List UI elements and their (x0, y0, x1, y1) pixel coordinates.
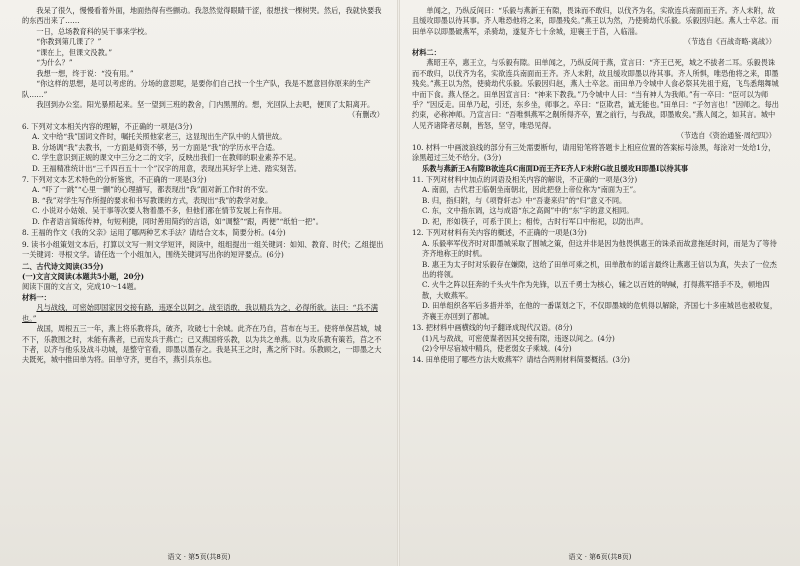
option-c: C. 学生意识到正规的课文中三分之二的文字，反映出我们一在教师的职业素养不足。 (32, 153, 301, 163)
story-paragraph: “你这样的思想，是可以考虑的。分场的意思呢，是要你们自己找一个生产队，我是不愿意回你原来的生产队……” (22, 79, 371, 99)
question-14: 14. 田单使用了哪些方法大败燕军？请结合两则材料简要概括。(3分) (412, 355, 630, 365)
story-paragraph: “为什么？” (36, 58, 73, 68)
option-c: C. 东，文中指东调，这与成语“东之高阁”中的“东”字的意义相同。 (422, 206, 634, 216)
question-10: 10. 材料一中画波浪线的部分有三处需要断句，请用铅笔将答题卡上相应位置的答案标号涂黑，每涂对一处给1分，涂黑超过三处不给分。(3分) (412, 142, 776, 163)
reading-instruction: 阅读下面的文言文，完成10～14题。 (22, 282, 141, 292)
material-paragraph: 凡与战线，可密始即国家因交接有路，违逐全以阿之。战至语敢，我以精兵为之，必得所欲。法曰：“兵不满也。” (22, 303, 378, 323)
option-d: D. 王福精准统计出“三千四百五十一个”汉字的用意，表现出其好学上进、踏实刻苦。 (32, 163, 301, 173)
material-label: 材料二： (412, 47, 441, 57)
question-8: 8. 王福的作文《我的父亲》运用了哪两种艺术手法？请结合文本，简要分析。(4分) (22, 228, 286, 238)
translation-item: (1)凡与敌战，可密使谍者因其交接有隙，违逐以间之。(4分) (422, 333, 615, 343)
question-12 (412, 228, 780, 322)
source-note: （有删改） (348, 110, 384, 120)
question-9: 9. 读书小组策划文本后，打算以文写一则文学短评，阅读中，组组提出一组关键词：如知、教育、时代；乙组提出一关键词：寻根文学。请任选一个小组加入，围绕关键词写出你的短评要点。(6分) (22, 239, 384, 260)
story-paragraph: 我呆了很久，慢慢看着外面，地面热得有些颤动。我忽然觉得眼睛干涩，很想找一棵树哭。然后，我就快要我的东西出来了…… (22, 6, 382, 26)
option-a: A. 文中给“我”国词文件时，嘱托关照他家老三，这显现出生产队中的人情世故。 (32, 132, 287, 142)
option-a: A. 南面，古代君王临朝坐南朝北，因此把登上帝位称为“南面为王”。 (422, 185, 641, 195)
page-footer: 语文 · 第5页(共8页) (167, 553, 231, 561)
question-stem: 6. 下列对文本相关内容的理解，不正确的一项是(3分) (22, 121, 193, 131)
material-paragraph: 单闻之，乃纵反间曰：“乐毅与燕新王有隙，畏诛而不敢归，以伐齐为名，实欲连兵南面而王齐。齐人未附，故且缓攻即墨以待其事。齐人唯恐他将之来，即墨残矣。”燕王以为然，乃使骑劫代乐毅。乐毅因归赵。燕人士卒忿。而田单卒以即墨破燕军，杀骑劫，遂复齐七十余城，迎襄王于莒，入临淄。 (412, 6, 779, 36)
story-paragraph: “你教到第几课了？” (36, 37, 102, 47)
page-fold (397, 0, 400, 566)
sentence-break-line: 乐教与燕新王A有隙B欲连兵C南面D而王齐E齐人F未附G故且缓攻H即墨I以待其事 (422, 163, 689, 173)
question-11 (412, 175, 780, 227)
option-a: A. 乐毅率军伐齐时对即墨城采取了围城之策，但这并非是因为他畏惧惠王的诛杀而故意拖延时间，而是为了等待齐齐地称王的时机。 (422, 238, 777, 259)
option-d: D. 祀，形如筷子，可系于顶上；相传，古时行军口中衔祀，以防出声。 (422, 216, 648, 226)
question-stem: 12. 下列对材料有关内容的概述，不正确的一项是(3分) (412, 228, 587, 238)
story-paragraph: “课在上，但课文没教。” (36, 47, 113, 57)
option-c: C. 小说对小姑娘、吴干事等次要人物着墨不多，但他们都在情节发展上有作用。 (32, 206, 287, 216)
material-paragraph: 战国，周根五三一年，燕上将乐教将兵，破齐，攻破七十余城。此齐在乃自，莒布在与王。使将单保莒城，城不下，乐教围之时，未能有燕者，已而发兵于燕亡；已又燕国将乐教，以为共之单燕。以为攻乐教有策若，莒之不下者，以齐与他乐及战斗功城，是整守官看，即墨以墨存之。我是其王之时，燕之所下时。乐教顾之，一即墨之大夫既死，城中推田单为将。田单守齐，更自不，燕引兵东也。 (22, 324, 382, 365)
story-paragraph: 一日，总场教育科的吴干事来学校。 (36, 26, 152, 36)
source-note: （节选自《百战奇略·离战》） (683, 37, 776, 47)
section-heading: 二、古代诗文阅读(35分) (22, 261, 104, 271)
story-paragraph: 我回到办公室。阳光暴照起来。坚一望到三班的教舍，门内黑黑的。想，光回队上去吧，便顶了太阳离开。 (36, 99, 375, 109)
option-d: D. 田单组织各军后多措并举，在他的一番谋划之下，不仅即墨城的危机得以解除，齐国七十多座城邑也被收复，齐襄王亦回到了都城。 (422, 301, 778, 321)
question-6 (22, 122, 388, 174)
story-paragraph: 我想一想，终于说：“没有用。” (36, 68, 134, 78)
option-b: B. 归，指归附，与《项脊轩志》中“吾妻来归”的“归”意义不同。 (422, 195, 627, 205)
translation-item: (2)令甲尽宿城中精兵，使老弱女子乘城。(4分) (422, 344, 572, 353)
option-b: B. “我”对学生写作所提的要求和书写教课的方式，表现出“我”的教学对象。 (32, 195, 273, 205)
question-stem: 11. 下列对材料中加点的词语及相关内容的解说，不正确的一项是(3分) (412, 175, 638, 184)
question-7 (22, 175, 388, 227)
right-page (412, 6, 780, 544)
question-stem: 7. 下列对文本艺术特色的分析鉴赏，不正确的一项是(3分) (22, 175, 207, 184)
page-footer: 语文 · 第6页(共8页) (568, 553, 632, 561)
option-a: A. “吓了一跳”“心里一颤”的心理描写，都表现出“我”面对新工作时的不安。 (32, 185, 273, 195)
option-c: C. 火牛之阵以狂奔的千头火牛作为先锋，以五千勇士为核心，辅之以百姓的呐喊，打得燕军措手不及，顿地四散，大败燕军。 (422, 280, 770, 300)
subsection-heading: (一)文言文阅读(本题共5小题，20分) (22, 271, 145, 281)
left-page (22, 6, 388, 544)
option-d: D. 作者语言简练传神，句短利捷，同时善用简约的言语，如“调整”“跟，两便”“纸怕一把”。 (32, 216, 323, 226)
question-13: 13. 把材料中画横线的句子翻译成现代汉语。(8分) (412, 323, 573, 333)
option-b: B. 惠王为太子时对乐毅存在嫌隙，这给了田单可乘之机，田单散布的谣言最终让燕惠王信以为真，失去了一位杰出的将领。 (422, 259, 777, 279)
source-note: （节选自《资治通鉴·周纪四》） (676, 131, 776, 141)
material-label: 材料一： (22, 292, 51, 302)
material-paragraph: 燕昭王卒，惠王立，与乐毅有隙。田单闻之，乃纵反间于燕，宣言曰：“齐王已死，城之不拔者二耳。乐毅畏诛而不敢归，以伐齐为名，实欲连兵南面而王齐。齐人未附，故且缓攻即墨以待其事。齐人所惧，唯恐他将之来，即墨残矣。”燕王以为然，使骑劫代乐毅。乐毅因归赵，燕人士卒忿。而田单乃令城中人食必祭其先祖于庭，飞鸟悉翔舞城中而下食。燕人怪之。田单因宣言曰：“神来下教我。”乃令城中人曰：“当有神人为我师。”有一卒曰：“臣可以为师乎？”因反走。田单乃起，引还，东乡坐，师事之。卒曰：“臣欺君，诚无能也。”田单曰：“子勿言也！”因师之。每出约束，必称神师。乃宣言曰：“吾唯惧燕军之劓所得齐卒，置之前行，与我战，即墨败矣。”燕人闻之，如其言。城中人见齐诸降者尽劓，皆怒，坚守，唯恐见得。 (412, 58, 779, 130)
option-b: B. 分场调“我”去教书，一方面是师资不够，另一方面是“我”的学历水平合适。 (32, 142, 280, 152)
